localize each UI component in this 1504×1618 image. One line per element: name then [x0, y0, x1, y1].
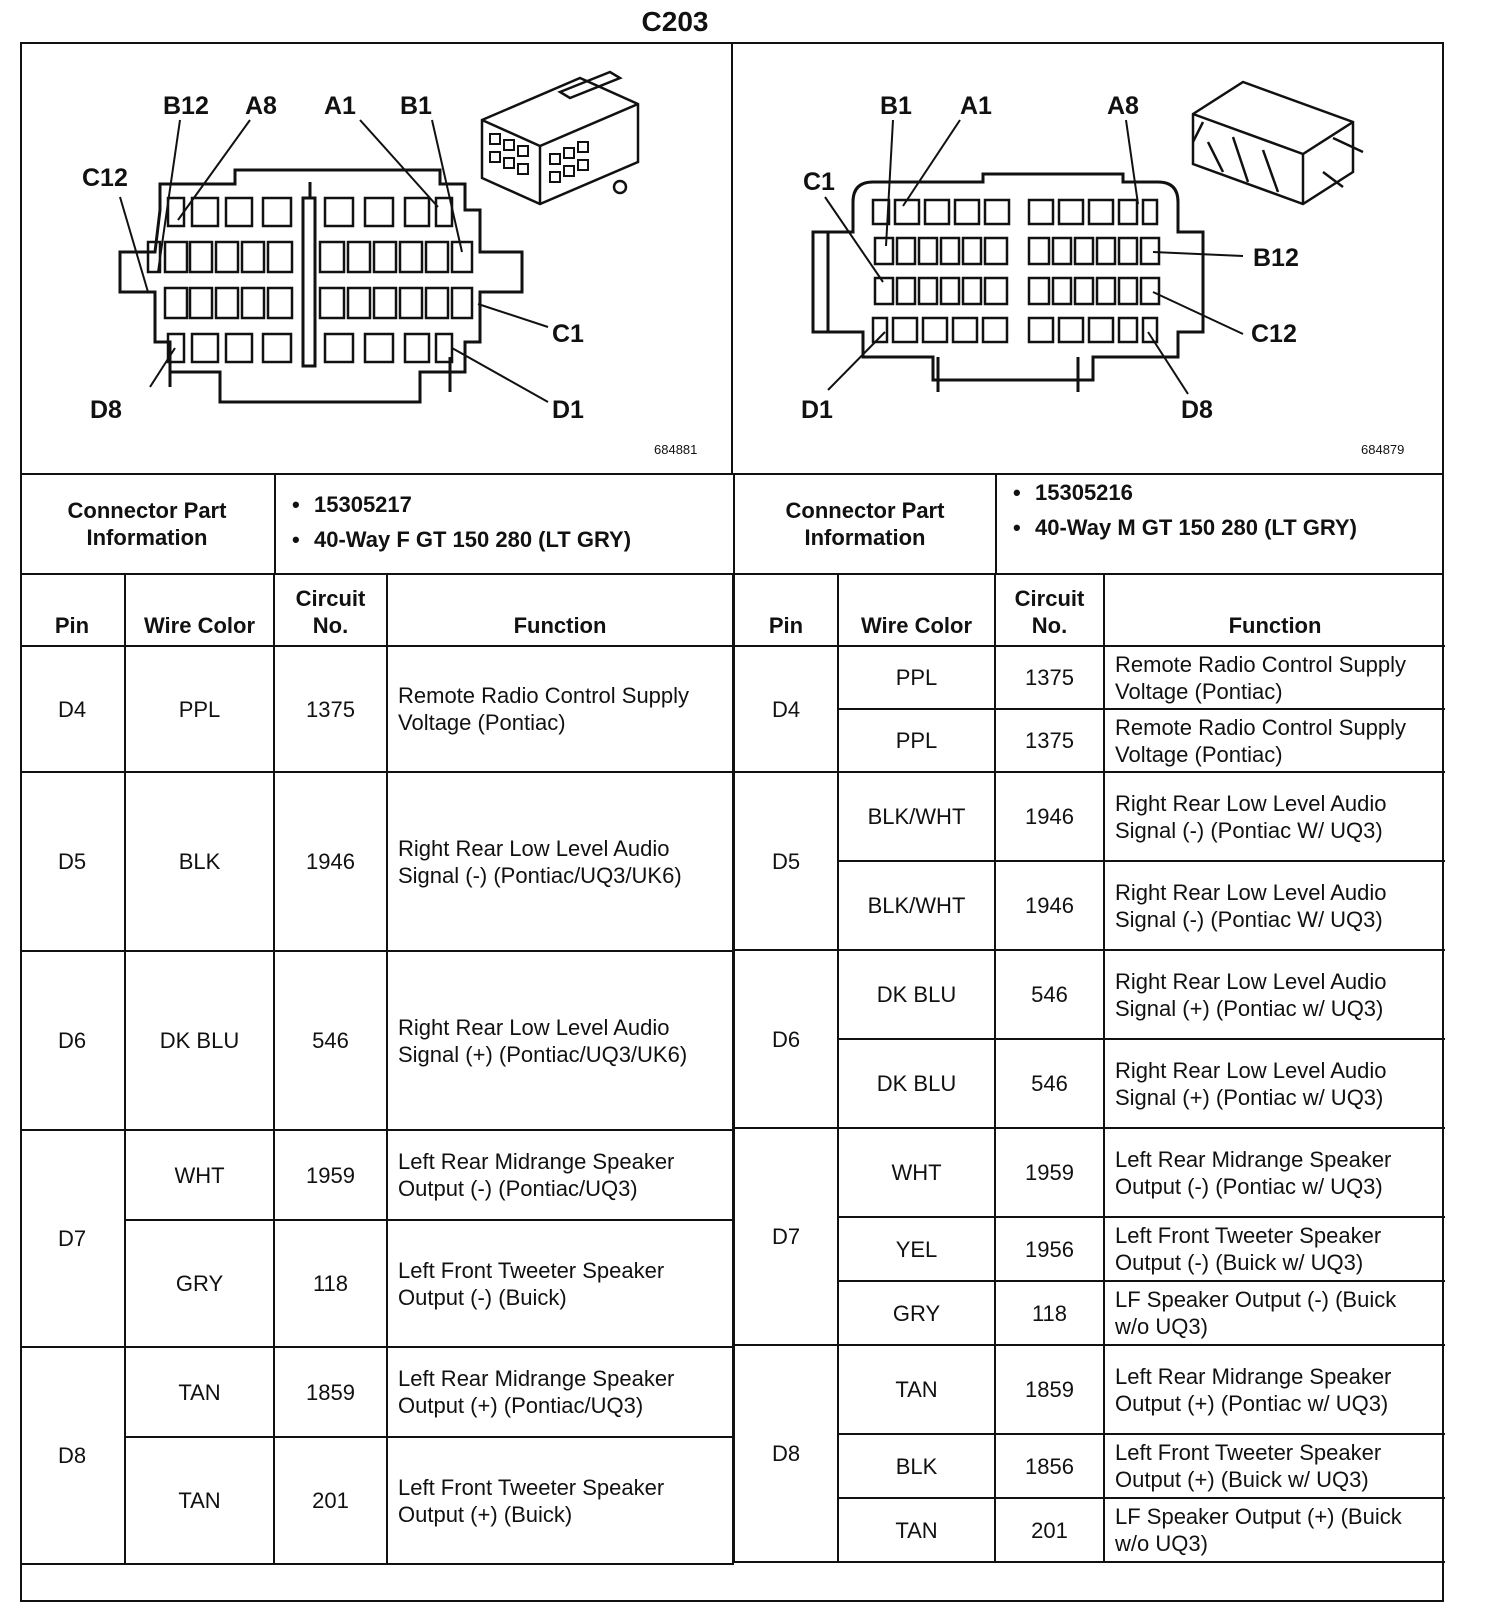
- right-connector-drawing: [733, 42, 1444, 473]
- function-cell: Right Rear Low Level Audio Signal (-) (Pontiac/UQ3/UK6): [387, 772, 733, 951]
- wire-color-cell: TAN: [838, 1498, 995, 1562]
- circuit-cell: 1375: [995, 709, 1104, 772]
- circuit-cell: 118: [274, 1220, 387, 1347]
- pin-cell: D5: [734, 772, 838, 950]
- function-cell: LF Speaker Output (+) (Buick w/o UQ3): [1104, 1498, 1445, 1562]
- circuit-cell: 1956: [995, 1217, 1104, 1281]
- right-pin-label-b12: B12: [1253, 244, 1299, 272]
- circuit-cell: 1856: [995, 1434, 1104, 1498]
- header-wire-color: Wire Color: [838, 575, 995, 646]
- function-cell: Right Rear Low Level Audio Signal (-) (Pontiac W/ UQ3): [1104, 861, 1445, 950]
- connector-title: C203: [641, 6, 709, 37]
- table-row: [20, 1347, 733, 1437]
- circuit-cell: 546: [995, 950, 1104, 1039]
- left-part-info: [274, 475, 733, 573]
- pin-cell: D4: [734, 646, 838, 772]
- right-connector-diagram: [733, 42, 1444, 473]
- pin-cell: D8: [734, 1345, 838, 1562]
- pin-cell: D8: [20, 1347, 125, 1564]
- header-pin: Pin: [734, 575, 838, 646]
- table-row: [20, 1437, 733, 1564]
- header-pin: Pin: [20, 575, 125, 646]
- wire-color-cell: BLK/WHT: [838, 772, 995, 861]
- table-row: [20, 951, 733, 1130]
- wire-color-cell: PPL: [838, 709, 995, 772]
- function-cell: Right Rear Low Level Audio Signal (+) (Pontiac w/ UQ3): [1104, 950, 1445, 1039]
- circuit-cell: 201: [995, 1498, 1104, 1562]
- table-row: [734, 1345, 1445, 1434]
- wire-color-cell: WHT: [125, 1130, 274, 1220]
- circuit-cell: 546: [995, 1039, 1104, 1128]
- wire-color-cell: PPL: [125, 646, 274, 772]
- table-row: [734, 1434, 1445, 1498]
- function-cell: Remote Radio Control Supply Voltage (Pontiac): [1104, 709, 1445, 772]
- circuit-cell: 201: [274, 1437, 387, 1564]
- left-pin-label-c12: C12: [82, 164, 128, 192]
- wire-color-cell: DK BLU: [125, 951, 274, 1130]
- left-connector-diagram: [20, 42, 733, 473]
- left-cavity-grid: [148, 198, 472, 362]
- pin-cell: D7: [20, 1130, 125, 1347]
- right-cavity-grid: [873, 200, 1159, 342]
- table-row: [734, 772, 1445, 861]
- left-pin-label-b12: B12: [163, 92, 209, 120]
- function-cell: LF Speaker Output (-) (Buick w/o UQ3): [1104, 1281, 1445, 1345]
- wire-color-cell: BLK: [125, 772, 274, 951]
- wire-color-cell: PPL: [838, 646, 995, 709]
- function-cell: Remote Radio Control Supply Voltage (Pontiac): [1104, 646, 1445, 709]
- circuit-cell: 546: [274, 951, 387, 1130]
- pin-cell: D6: [20, 951, 125, 1130]
- wire-color-cell: DK BLU: [838, 1039, 995, 1128]
- right-pin-label-b1: B1: [880, 92, 912, 120]
- function-cell: Right Rear Low Level Audio Signal (+) (Pontiac/UQ3/UK6): [387, 951, 733, 1130]
- function-cell: Left Rear Midrange Speaker Output (+) (Pontiac w/ UQ3): [1104, 1345, 1445, 1434]
- right-pin-label-c12: C12: [1251, 320, 1297, 348]
- wire-color-cell: GRY: [125, 1220, 274, 1347]
- function-cell: Left Front Tweeter Speaker Output (+) (Buick w/ UQ3): [1104, 1434, 1445, 1498]
- wire-color-cell: BLK: [838, 1434, 995, 1498]
- right-ref-number: 684879: [1361, 442, 1405, 457]
- table-row: [734, 1128, 1445, 1217]
- right-pin-label-d8: D8: [1181, 396, 1213, 424]
- left-pin-label-d1: D1: [552, 396, 584, 424]
- header-circuit-no: Circuit No.: [995, 575, 1104, 646]
- circuit-cell: 1859: [274, 1347, 387, 1437]
- table-row: [734, 1498, 1445, 1562]
- pin-cell: D4: [20, 646, 125, 772]
- left-connector-drawing: [20, 42, 731, 473]
- table-row: [734, 1281, 1445, 1345]
- wire-color-cell: GRY: [838, 1281, 995, 1345]
- part-info-row: [20, 475, 1444, 575]
- circuit-cell: 1946: [995, 861, 1104, 950]
- function-cell: Left Rear Midrange Speaker Output (-) (Pontiac w/ UQ3): [1104, 1128, 1445, 1217]
- function-cell: Left Rear Midrange Speaker Output (-) (Pontiac/UQ3): [387, 1130, 733, 1220]
- wire-color-cell: WHT: [838, 1128, 995, 1217]
- table-row: [734, 950, 1445, 1039]
- left-part-description: • 40-Way F GT 150 280 (LT GRY): [314, 522, 733, 557]
- table-row: [734, 861, 1445, 950]
- function-cell: Left Rear Midrange Speaker Output (+) (Pontiac/UQ3): [387, 1347, 733, 1437]
- table-row: [734, 709, 1445, 772]
- wire-color-cell: YEL: [838, 1217, 995, 1281]
- header-wire-color: Wire Color: [125, 575, 274, 646]
- header-function: Function: [387, 575, 733, 646]
- header-circuit-no: Circuit No.: [274, 575, 387, 646]
- right-iso-connector-icon: [1193, 82, 1363, 204]
- left-pin-label-d8: D8: [90, 396, 122, 424]
- circuit-cell: 1946: [995, 772, 1104, 861]
- function-cell: Left Front Tweeter Speaker Output (-) (Buick): [387, 1220, 733, 1347]
- table-row: [734, 1217, 1445, 1281]
- wire-color-cell: TAN: [838, 1345, 995, 1434]
- wire-color-cell: TAN: [125, 1347, 274, 1437]
- left-iso-connector-icon: [482, 72, 638, 204]
- circuit-cell: 1859: [995, 1345, 1104, 1434]
- table-row: [734, 646, 1445, 709]
- function-cell: Left Front Tweeter Speaker Output (-) (Buick w/ UQ3): [1104, 1217, 1445, 1281]
- right-pin-label-a8: A8: [1107, 92, 1139, 120]
- left-pin-label-a8: A8: [245, 92, 277, 120]
- wire-color-cell: DK BLU: [838, 950, 995, 1039]
- left-part-number: • 15305217: [314, 487, 733, 522]
- circuit-cell: 1375: [274, 646, 387, 772]
- function-cell: Left Front Tweeter Speaker Output (+) (Buick): [387, 1437, 733, 1564]
- circuit-cell: 1959: [274, 1130, 387, 1220]
- pin-cell: D6: [734, 950, 838, 1128]
- circuit-cell: 1946: [274, 772, 387, 951]
- left-ref-number: 684881: [654, 442, 698, 457]
- right-pin-table: [733, 575, 1445, 1563]
- table-row: [20, 772, 733, 951]
- function-cell: Remote Radio Control Supply Voltage (Pontiac): [387, 646, 733, 772]
- right-part-description: • 40-Way M GT 150 280 (LT GRY): [1035, 510, 1444, 545]
- left-pin-label-b1: B1: [400, 92, 432, 120]
- right-part-info: [995, 475, 1444, 573]
- left-pin-label-a1: A1: [324, 92, 356, 120]
- header-function: Function: [1104, 575, 1445, 646]
- circuit-cell: 118: [995, 1281, 1104, 1345]
- function-cell: Right Rear Low Level Audio Signal (+) (Pontiac w/ UQ3): [1104, 1039, 1445, 1128]
- table-row: [20, 1220, 733, 1347]
- diagram-row: [20, 42, 1444, 475]
- pin-cell: D7: [734, 1128, 838, 1345]
- right-part-label: Connector Part Information: [733, 475, 995, 573]
- right-part-number: • 15305216: [1035, 475, 1444, 510]
- table-row: [20, 1130, 733, 1220]
- right-pin-label-d1: D1: [801, 396, 833, 424]
- left-pin-label-c1: C1: [552, 320, 584, 348]
- right-pin-label-a1: A1: [960, 92, 992, 120]
- function-cell: Right Rear Low Level Audio Signal (-) (Pontiac W/ UQ3): [1104, 772, 1445, 861]
- circuit-cell: 1375: [995, 646, 1104, 709]
- wire-color-cell: TAN: [125, 1437, 274, 1564]
- right-pin-label-c1: C1: [803, 168, 835, 196]
- circuit-cell: 1959: [995, 1128, 1104, 1217]
- left-pin-table: [20, 575, 734, 1565]
- pin-cell: D5: [20, 772, 125, 951]
- left-part-label: Connector Part Information: [67, 498, 227, 550]
- table-row: [20, 646, 733, 772]
- wire-color-cell: BLK/WHT: [838, 861, 995, 950]
- table-row: [734, 1039, 1445, 1128]
